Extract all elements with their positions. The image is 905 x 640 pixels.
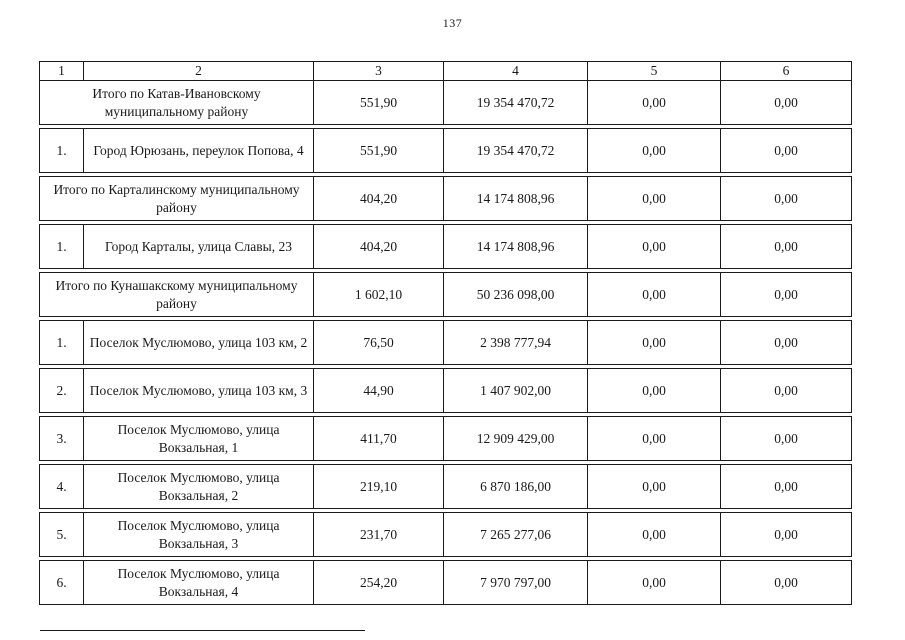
cell-area: 254,20 [314, 561, 444, 605]
cell-col5: 0,00 [588, 513, 721, 557]
address-name: Поселок Муслюмово, улица Вокзальная, 1 [84, 417, 314, 461]
cell-col6: 0,00 [721, 417, 852, 461]
cell-col6: 0,00 [721, 369, 852, 413]
address-row [40, 321, 852, 365]
district-total-name: Итого по Карталинскому муниципальному району [40, 177, 314, 221]
footnote-separator-line [40, 630, 365, 631]
cell-amount: 19 354 470,72 [444, 129, 588, 173]
cell-amount: 2 398 777,94 [444, 321, 588, 365]
cell-col6: 0,00 [721, 513, 852, 557]
address-name: Город Юрюзань, переулок Попова, 4 [84, 129, 314, 173]
cell-area: 76,50 [314, 321, 444, 365]
column-header: 6 [721, 62, 852, 81]
cell-col5: 0,00 [588, 273, 721, 317]
cell-area: 231,70 [314, 513, 444, 557]
cell-col6: 0,00 [721, 225, 852, 269]
row-number: 6. [40, 561, 84, 605]
cell-amount: 7 970 797,00 [444, 561, 588, 605]
cell-area: 411,70 [314, 417, 444, 461]
cell-col5: 0,00 [588, 225, 721, 269]
cell-col5: 0,00 [588, 81, 721, 125]
address-row [40, 561, 852, 605]
address-name: Поселок Муслюмово, улица 103 км, 2 [84, 321, 314, 365]
cell-amount: 19 354 470,72 [444, 81, 588, 125]
cell-col6: 0,00 [721, 321, 852, 365]
cell-col6: 0,00 [721, 273, 852, 317]
cell-col5: 0,00 [588, 321, 721, 365]
address-name: Поселок Муслюмово, улица Вокзальная, 4 [84, 561, 314, 605]
cell-amount: 7 265 277,06 [444, 513, 588, 557]
cell-col5: 0,00 [588, 369, 721, 413]
district-total-row [40, 177, 852, 221]
row-number: 5. [40, 513, 84, 557]
table-header-row [40, 62, 852, 81]
cell-col6: 0,00 [721, 81, 852, 125]
page-number: 137 [442, 16, 463, 30]
row-number: 4. [40, 465, 84, 509]
row-number: 1. [40, 225, 84, 269]
row-number: 3. [40, 417, 84, 461]
column-header: 4 [444, 62, 588, 81]
cell-col5: 0,00 [588, 465, 721, 509]
cell-area: 551,90 [314, 81, 444, 125]
cell-amount: 14 174 808,96 [444, 177, 588, 221]
column-header: 1 [40, 62, 84, 81]
cell-col6: 0,00 [721, 561, 852, 605]
column-header: 5 [588, 62, 721, 81]
district-total-name: Итого по Катав-Ивановскому муниципальному району [40, 81, 314, 125]
address-name: Поселок Муслюмово, улица Вокзальная, 3 [84, 513, 314, 557]
cell-col6: 0,00 [721, 129, 852, 173]
cell-col5: 0,00 [588, 129, 721, 173]
cell-area: 404,20 [314, 177, 444, 221]
address-row [40, 465, 852, 509]
column-header: 3 [314, 62, 444, 81]
cell-amount: 14 174 808,96 [444, 225, 588, 269]
row-number: 2. [40, 369, 84, 413]
address-row [40, 513, 852, 557]
district-total-row [40, 273, 852, 317]
column-header: 2 [84, 62, 314, 81]
cell-amount: 1 407 902,00 [444, 369, 588, 413]
cell-col5: 0,00 [588, 561, 721, 605]
cell-amount: 6 870 186,00 [444, 465, 588, 509]
cell-area: 1 602,10 [314, 273, 444, 317]
cell-col6: 0,00 [721, 465, 852, 509]
address-name: Поселок Муслюмово, улица 103 км, 3 [84, 369, 314, 413]
row-number: 1. [40, 321, 84, 365]
cell-col5: 0,00 [588, 177, 721, 221]
cell-col5: 0,00 [588, 417, 721, 461]
row-number: 1. [40, 129, 84, 173]
cell-area: 219,10 [314, 465, 444, 509]
address-name: Поселок Муслюмово, улица Вокзальная, 2 [84, 465, 314, 509]
data-table [39, 61, 852, 605]
address-row [40, 129, 852, 173]
district-total-name: Итого по Кунашакскому муниципальному району [40, 273, 314, 317]
district-total-row [40, 81, 852, 125]
cell-amount: 50 236 098,00 [444, 273, 588, 317]
table-body [40, 62, 852, 605]
address-row [40, 369, 852, 413]
cell-area: 404,20 [314, 225, 444, 269]
address-row [40, 417, 852, 461]
cell-area: 44,90 [314, 369, 444, 413]
cell-amount: 12 909 429,00 [444, 417, 588, 461]
address-name: Город Карталы, улица Славы, 23 [84, 225, 314, 269]
cell-area: 551,90 [314, 129, 444, 173]
cell-col6: 0,00 [721, 177, 852, 221]
address-row [40, 225, 852, 269]
